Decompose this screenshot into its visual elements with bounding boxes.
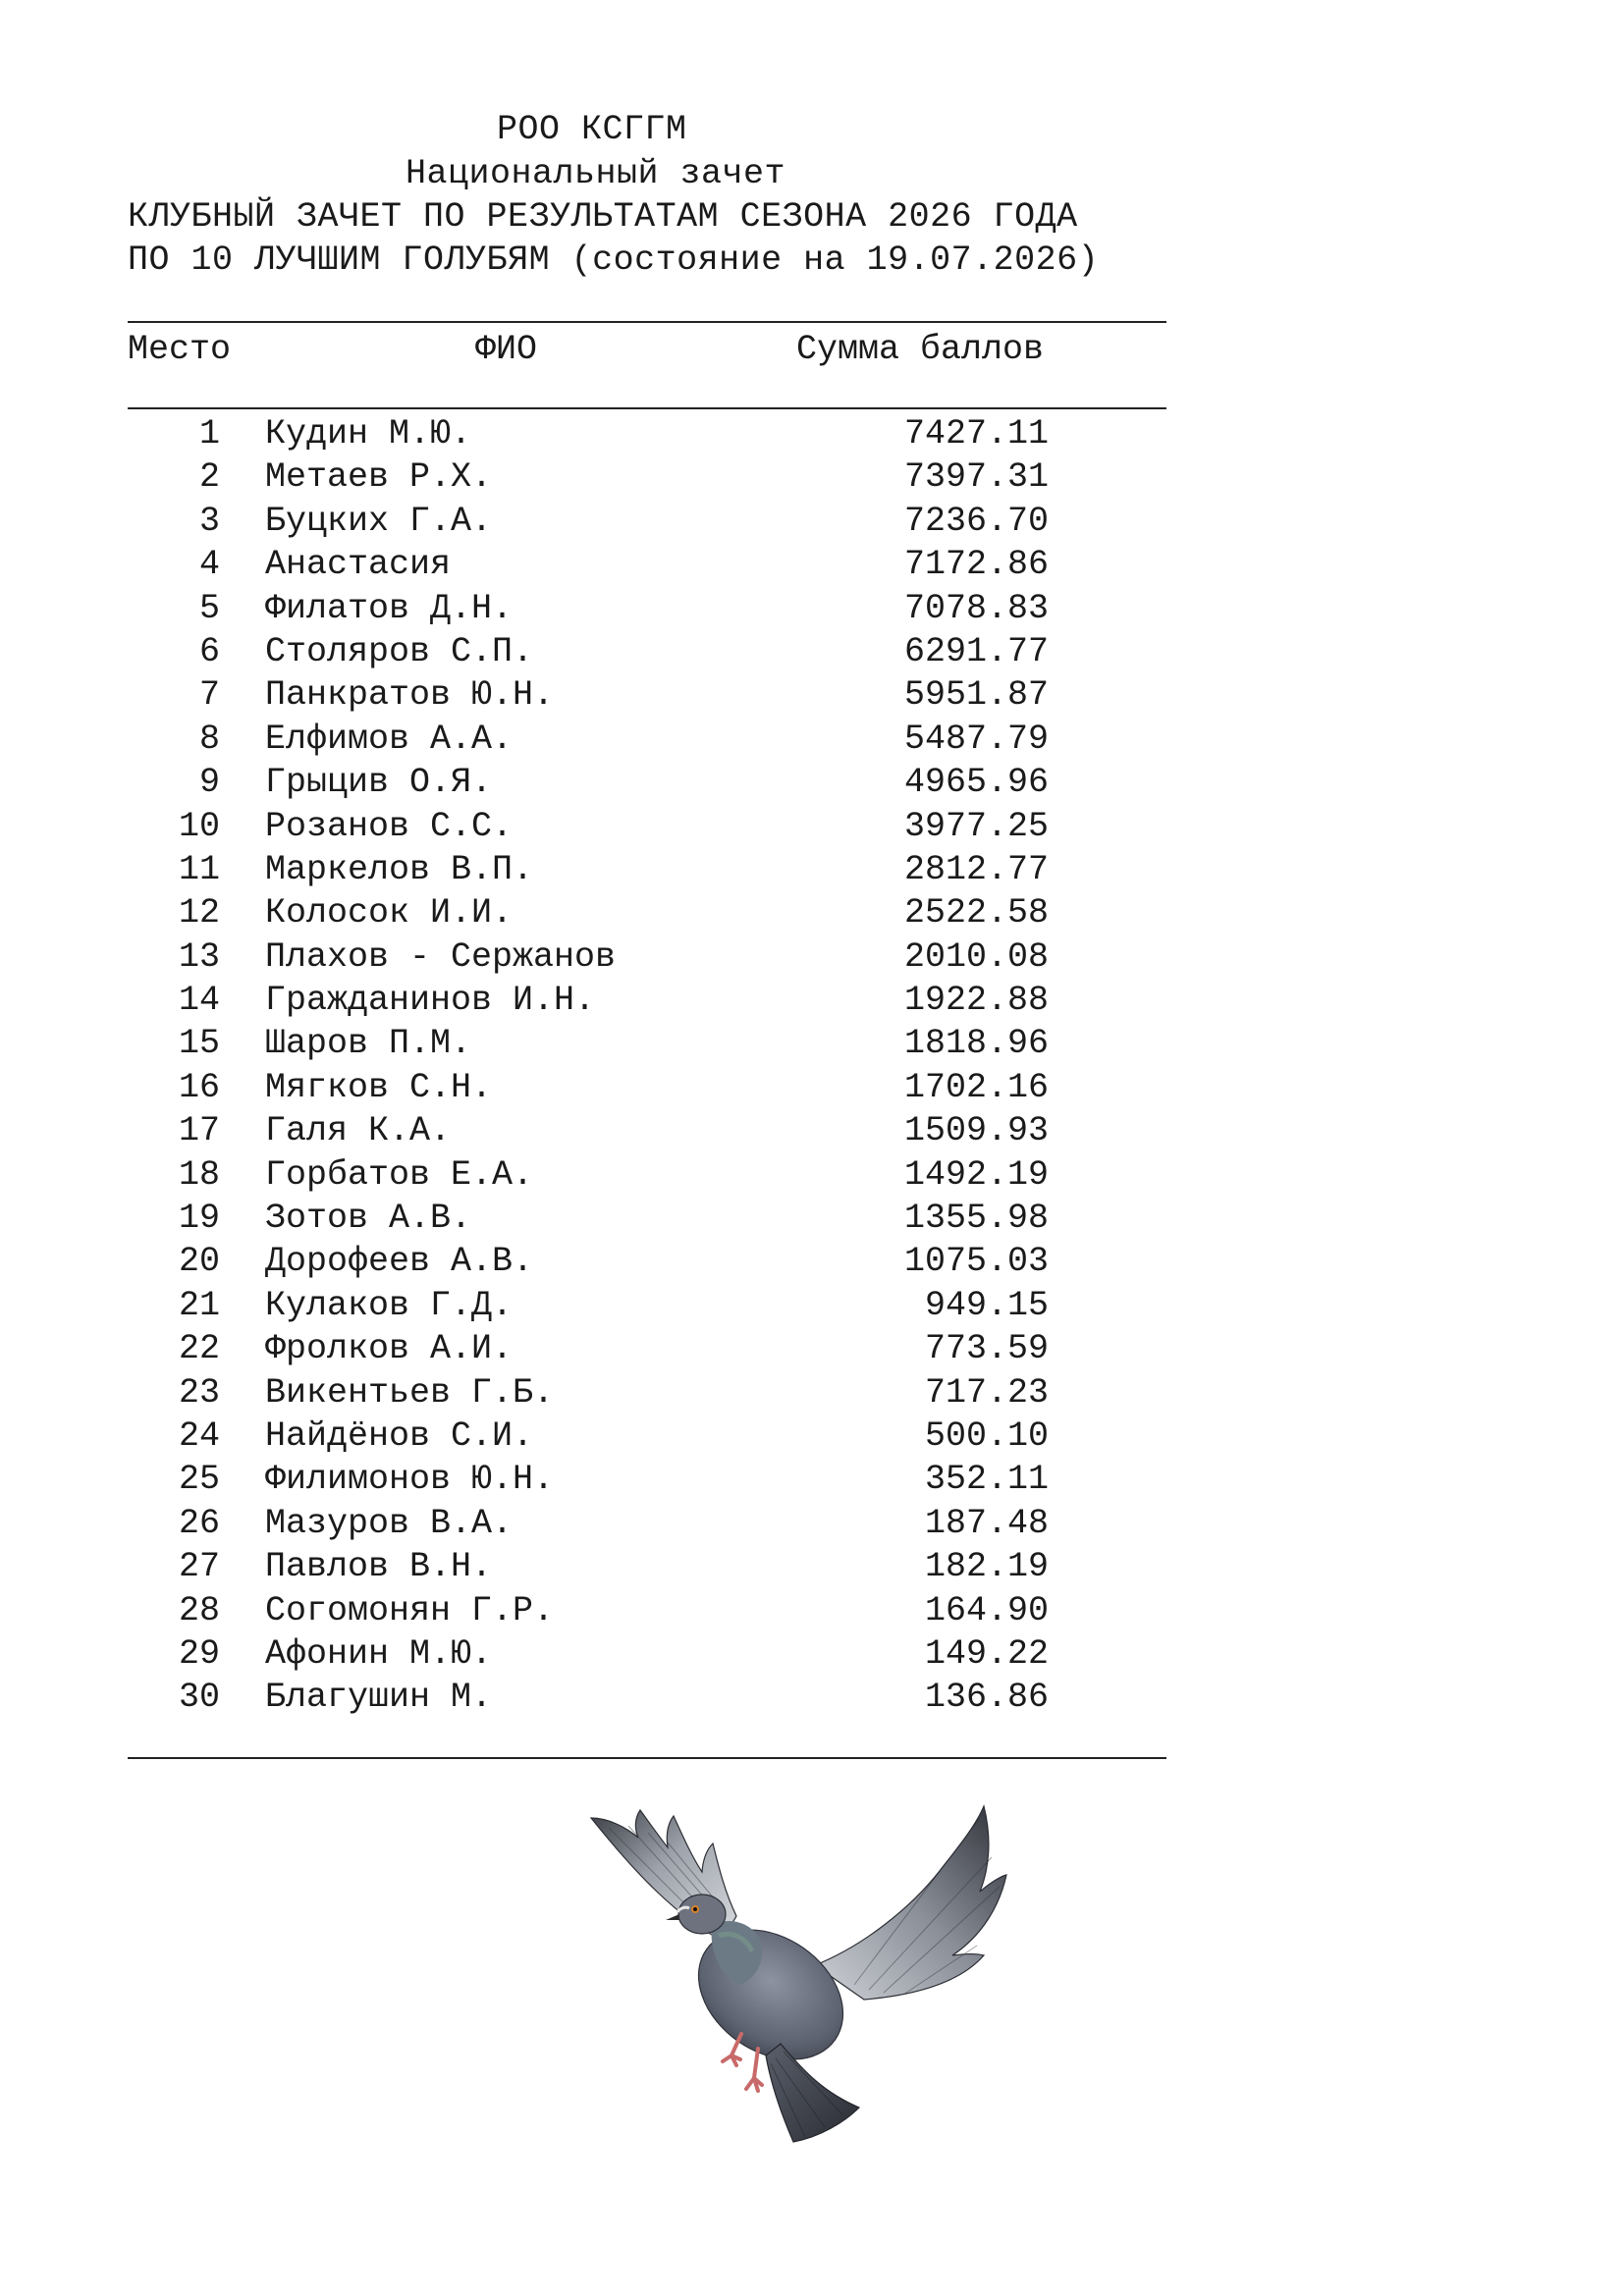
row-score: 1818.96 bbox=[903, 1024, 1049, 1064]
column-header-name: ФИО bbox=[475, 330, 538, 369]
row-name: Кулаков Г.Д. bbox=[265, 1285, 514, 1325]
row-place: 9 bbox=[198, 763, 220, 803]
row-name: Мягков С.Н. bbox=[265, 1067, 493, 1107]
row-name: Афонин М.Ю. bbox=[265, 1633, 493, 1674]
row-place: 15 bbox=[178, 1024, 220, 1064]
row-place: 3 bbox=[198, 501, 220, 541]
row-name: Маркелов В.П. bbox=[265, 849, 534, 889]
row-score: 7236.70 bbox=[903, 501, 1049, 541]
org-name: РОО КСГГМ bbox=[497, 110, 687, 149]
top-divider bbox=[128, 321, 1166, 323]
row-score: 2812.77 bbox=[903, 849, 1049, 889]
row-place: 16 bbox=[178, 1067, 220, 1107]
row-score: 352.11 bbox=[924, 1460, 1049, 1500]
row-place: 6 bbox=[198, 631, 220, 671]
document-subtitle: Национальный зачет bbox=[406, 154, 786, 193]
row-name: Дорофеев А.В. bbox=[265, 1242, 534, 1282]
row-name: Гражданинов И.Н. bbox=[265, 981, 596, 1021]
row-score: 1922.88 bbox=[903, 981, 1049, 1021]
row-place: 28 bbox=[178, 1590, 220, 1630]
row-score: 6291.77 bbox=[903, 631, 1049, 671]
row-name: Зотов А.В. bbox=[265, 1199, 472, 1239]
row-place: 27 bbox=[178, 1547, 220, 1587]
row-place: 23 bbox=[178, 1372, 220, 1413]
row-place: 7 bbox=[198, 675, 220, 716]
row-score: 1355.98 bbox=[903, 1199, 1049, 1239]
table-row bbox=[0, 455, 1624, 499]
bottom-divider bbox=[128, 1757, 1166, 1759]
row-score: 7078.83 bbox=[903, 588, 1049, 628]
table-row bbox=[0, 935, 1624, 979]
row-score: 773.59 bbox=[924, 1329, 1049, 1369]
row-place: 14 bbox=[178, 981, 220, 1021]
row-score: 5951.87 bbox=[903, 675, 1049, 716]
table-row bbox=[0, 1589, 1624, 1632]
table-row bbox=[0, 1458, 1624, 1501]
document-title-line-2: ПО 10 ЛУЧШИМ ГОЛУБЯМ (состояние на 19.07.2026) bbox=[128, 240, 1100, 280]
table-row bbox=[0, 1632, 1624, 1676]
table-row bbox=[0, 805, 1624, 848]
row-place: 5 bbox=[198, 588, 220, 628]
row-name: Филатов Д.Н. bbox=[265, 588, 514, 628]
row-score: 149.22 bbox=[924, 1633, 1049, 1674]
row-name: Елфимов А.А. bbox=[265, 719, 514, 759]
table-row bbox=[0, 1153, 1624, 1197]
row-place: 29 bbox=[178, 1633, 220, 1674]
table-row bbox=[0, 761, 1624, 804]
row-place: 21 bbox=[178, 1285, 220, 1325]
row-place: 17 bbox=[178, 1111, 220, 1151]
row-score: 4965.96 bbox=[903, 763, 1049, 803]
table-row bbox=[0, 848, 1624, 891]
row-name: Колосок И.И. bbox=[265, 893, 514, 934]
row-name: Благушин М. bbox=[265, 1678, 493, 1718]
row-score: 1492.19 bbox=[903, 1154, 1049, 1195]
row-name: Мазуров В.А. bbox=[265, 1503, 514, 1543]
row-name: Анастасия bbox=[265, 545, 452, 585]
row-score: 7172.86 bbox=[903, 545, 1049, 585]
table-row bbox=[0, 500, 1624, 543]
table-row bbox=[0, 1066, 1624, 1109]
row-name: Кудин М.Ю. bbox=[265, 414, 472, 454]
table-row bbox=[0, 412, 1624, 455]
table-row bbox=[0, 1545, 1624, 1588]
row-score: 2522.58 bbox=[903, 893, 1049, 934]
table-row bbox=[0, 891, 1624, 934]
row-place: 2 bbox=[198, 457, 220, 498]
table-row bbox=[0, 1109, 1624, 1152]
row-score: 1509.93 bbox=[903, 1111, 1049, 1151]
table-row bbox=[0, 587, 1624, 630]
column-header-place: Место bbox=[128, 330, 232, 369]
row-name: Столяров С.П. bbox=[265, 631, 534, 671]
table-row bbox=[0, 979, 1624, 1022]
row-score: 2010.08 bbox=[903, 936, 1049, 977]
table-row bbox=[0, 673, 1624, 717]
row-score: 164.90 bbox=[924, 1590, 1049, 1630]
row-name: Викентьев Г.Б. bbox=[265, 1372, 555, 1413]
table-row bbox=[0, 1240, 1624, 1283]
table-row bbox=[0, 1502, 1624, 1545]
table-row bbox=[0, 1676, 1624, 1719]
pigeon-illustration-icon bbox=[530, 1798, 1060, 2191]
document-title-line-1: КЛУБНЫЙ ЗАЧЕТ ПО РЕЗУЛЬТАТАМ СЕЗОНА 2026 ГОДА bbox=[128, 197, 1078, 237]
row-score: 136.86 bbox=[924, 1678, 1049, 1718]
table-row bbox=[0, 718, 1624, 761]
row-score: 717.23 bbox=[924, 1372, 1049, 1413]
row-score: 3977.25 bbox=[903, 806, 1049, 846]
row-score: 7397.31 bbox=[903, 457, 1049, 498]
row-name: Горбатов Е.А. bbox=[265, 1154, 534, 1195]
row-place: 19 bbox=[178, 1199, 220, 1239]
table-row bbox=[0, 1371, 1624, 1415]
table-row bbox=[0, 1327, 1624, 1370]
row-place: 24 bbox=[178, 1415, 220, 1456]
row-place: 20 bbox=[178, 1242, 220, 1282]
table-row bbox=[0, 630, 1624, 673]
row-place: 26 bbox=[178, 1503, 220, 1543]
row-place: 13 bbox=[178, 936, 220, 977]
row-place: 1 bbox=[198, 414, 220, 454]
row-name: Буцких Г.А. bbox=[265, 501, 493, 541]
row-score: 949.15 bbox=[924, 1285, 1049, 1325]
row-score: 1702.16 bbox=[903, 1067, 1049, 1107]
row-name: Розанов С.С. bbox=[265, 806, 514, 846]
row-name: Павлов В.Н. bbox=[265, 1547, 493, 1587]
row-score: 5487.79 bbox=[903, 719, 1049, 759]
row-score: 1075.03 bbox=[903, 1242, 1049, 1282]
row-name: Найдёнов С.И. bbox=[265, 1415, 534, 1456]
table-row bbox=[0, 1022, 1624, 1065]
row-name: Панкратов Ю.Н. bbox=[265, 675, 555, 716]
row-name: Шаров П.М. bbox=[265, 1024, 472, 1064]
row-name: Фролков А.И. bbox=[265, 1329, 514, 1369]
row-place: 25 bbox=[178, 1460, 220, 1500]
table-row bbox=[0, 1197, 1624, 1240]
row-place: 30 bbox=[178, 1678, 220, 1718]
row-place: 8 bbox=[198, 719, 220, 759]
row-score: 500.10 bbox=[924, 1415, 1049, 1456]
row-name: Плахов - Сержанов bbox=[265, 936, 617, 977]
table-row bbox=[0, 1284, 1624, 1327]
row-score: 187.48 bbox=[924, 1503, 1049, 1543]
row-name: Грыцив О.Я. bbox=[265, 763, 493, 803]
table-row bbox=[0, 543, 1624, 586]
row-score: 182.19 bbox=[924, 1547, 1049, 1587]
row-place: 18 bbox=[178, 1154, 220, 1195]
row-name: Согомонян Г.Р. bbox=[265, 1590, 555, 1630]
row-name: Филимонов Ю.Н. bbox=[265, 1460, 555, 1500]
row-score: 7427.11 bbox=[903, 414, 1049, 454]
row-place: 12 bbox=[178, 893, 220, 934]
table-row bbox=[0, 1415, 1624, 1458]
row-place: 4 bbox=[198, 545, 220, 585]
header-divider bbox=[128, 407, 1166, 409]
row-place: 22 bbox=[178, 1329, 220, 1369]
results-table bbox=[0, 412, 1624, 1720]
row-name: Галя К.А. bbox=[265, 1111, 452, 1151]
column-header-score: Сумма баллов bbox=[796, 330, 1045, 369]
row-place: 11 bbox=[178, 849, 220, 889]
row-name: Метаев Р.Х. bbox=[265, 457, 493, 498]
row-place: 10 bbox=[178, 806, 220, 846]
